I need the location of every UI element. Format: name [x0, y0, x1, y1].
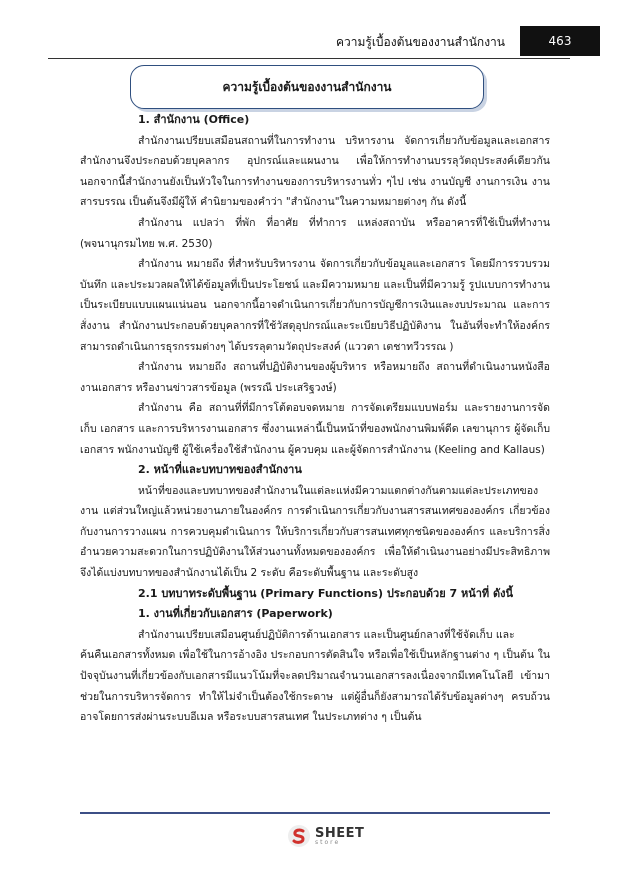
document-body: [80, 110, 550, 728]
section-1-paragraph-4: สำนักงาน หมายถึง สถานที่ปฏิบัติงานของผู้บริหาร หรือหมายถึง สถานที่ดำเนินงานหนังสือ งานเอกสาร หรืองานข่าวสารข้อมูล (พรรณี ประเสริฐวงษ์): [80, 361, 550, 394]
footer-logo: [287, 822, 364, 850]
page-header: [0, 26, 620, 56]
logo-subtext: store: [315, 838, 341, 846]
sheet-store-s-icon: [287, 824, 311, 848]
chapter-title-box: [130, 65, 484, 109]
section-2-paragraph-1: หน้าที่ของและบทบาทของสำนักงานในแต่ละแห่งมีความแตกต่างกันตามแต่ละประเภทของงาน แต่ส่วนใหญ่แล้วหน่วยงานภายในองค์กร การดำเนินการเกี่ยวกับงานสารสนเทศขององค์กร เกี่ยวข้องกับงานการวางแผน การควบคุมดำเนินการ ให้บริการเกี่ยวกับสารสนเทศทุกชนิดขององค์กร และบริการสิ่งอำนวยความสะดวกในการปฏิบัติงานให้ส่วนงานทั้งหมดขององค์กร เพื่อให้ดำเนินงานอย่างมีประสิทธิภาพ จึงได้แบ่งบทบาทของสำนักงานได้เป็น 2 ระดับ คือระดับพื้นฐาน และระดับสูง: [80, 484, 550, 580]
running-header-title: ความรู้เบื้องต้นของงานสำนักงาน: [335, 35, 505, 49]
section-2-1-heading: 2.1 บทบาทระดับพื้นฐาน (Primary Functions) ประกอบด้วย 7 หน้าที่ ดังนี้: [138, 586, 514, 600]
paperwork-heading: 1. งานที่เกี่ยวกับเอกสาร (Paperwork): [138, 607, 333, 621]
header-divider: [48, 58, 570, 59]
section-1-heading: 1. สำนักงาน (Office): [138, 113, 250, 126]
paperwork-paragraph-2: ค้นคืนเอกสารทั้งหมด เพื่อใช้ในการอ้างอิง ประกอบการตัดสินใจ หรือเพื่อใช้เป็นหลักฐานต่าง ๆ เป็นต้น ในปัจจุบันงานที่เกี่ยวข้องกับเอกสารมีแนวโน้มที่จะลดปริมาณจำนวนเอกสารลงเนื่องจากมีเทคโนโลยี เข้ามาช่วยในการบริหารจัดการ ทำให้ไม่จำเป็นต้องใช้กระดาษ แต่ผู้อื่นก็ยังสามารถได้รับข้อมูลต่างๆ ครบถ้วน อาจโดยการส่งผ่านระบบอีเมล หรือระบบสารสนเทศ ในประเภทต่าง ๆ เป็นต้น: [80, 649, 550, 724]
chapter-title: ความรู้เบื้องต้นของงานสำนักงาน: [222, 79, 392, 94]
logo-wordmark: SHEET: [315, 825, 365, 841]
section-1-paragraph-2: สำนักงาน แปลว่า ที่พัก ที่อาศัย ที่ทำการ แหล่งสถาบัน หรืออาคารที่ใช้เป็นที่ทำงาน (พจนานุกรมไทย พ.ศ. 2530): [80, 216, 550, 250]
section-1-paragraph-3: สำนักงาน หมายถึง ที่สำหรับบริหารงาน จัดการเกี่ยวกับข้อมูลและเอกสาร โดยมีการรวบรวม บันทึก และประมวลผลให้ได้ข้อมูลที่เป็นประโยชน์ และมีความหมาย และเป็นที่มีความรู้ รูปแบบการทำงานเป็นระเบียบแบบแผนแน่นอน นอกจากนี้อาจดำเนินการเกี่ยวกับการบัญชีการเงินและงบประมาณ และการสั่งงาน สำนักงานประกอบด้วยบุคลากรที่ใช้วัสดุอุปกรณ์และระเบียบวิธีปฏิบัติงาน ในอันที่จะทำให้องค์กรสามารถดำเนินการธุรกรรมต่างๆ ได้บรรลุตามวัตถุประสงค์ (แววตา เตชาทวีวรรณ ): [80, 258, 550, 353]
section-1-paragraph-1: สำนักงานเปรียบเสมือนสถานที่ในการทำงาน บริหารงาน จัดการเกี่ยวกับข้อมูลและเอกสาร สำนักงานจึงประกอบด้วยบุคลากร อุปกรณ์และแผนงาน เพื่อให้การทำงานบรรลุวัตถุประสงค์เดียวกัน นอกจากนี้สำนักงานยังเป็นหัวใจในการทำงานของการบริหารงานทั่ว ๆไป เช่น งานบัญชี งานการเงิน งานสารบรรณ เป็นต้นจึงมีผู้ให้ คำนิยามของคำว่า "สำนักงาน"ในความหมายต่างๆ กัน ดังนี้: [80, 134, 550, 209]
section-2-heading: 2. หน้าที่และบทบาทของสำนักงาน: [138, 463, 302, 477]
page-number: 463: [520, 26, 600, 56]
section-1-paragraph-5: สำนักงาน คือ สถานที่ที่มีการโต้ตอบจดหมาย การจัดเตรียมแบบฟอร์ม และรายงานการจัดเก็บ เอกสาร และการบริหารงานเอกสาร ซึ่งงานเหล่านี้เป็นหน้าที่ของพนักงานพิมพ์ดีด เลขานุการ ผู้จัดเก็บเอกสาร พนักงานบัญชี ผู้ใช้เครื่องใช้สำนักงาน ผู้ควบคุม และผู้จัดการสำนักงาน (Keeling and Kallaus): [80, 402, 550, 456]
footer-divider: [80, 812, 550, 814]
paperwork-paragraph-1: สำนักงานเปรียบเสมือนศูนย์ปฏิบัติการด้านเอกสาร และเป็นศูนย์กลางที่ใช้จัดเก็บ และ: [138, 628, 515, 641]
